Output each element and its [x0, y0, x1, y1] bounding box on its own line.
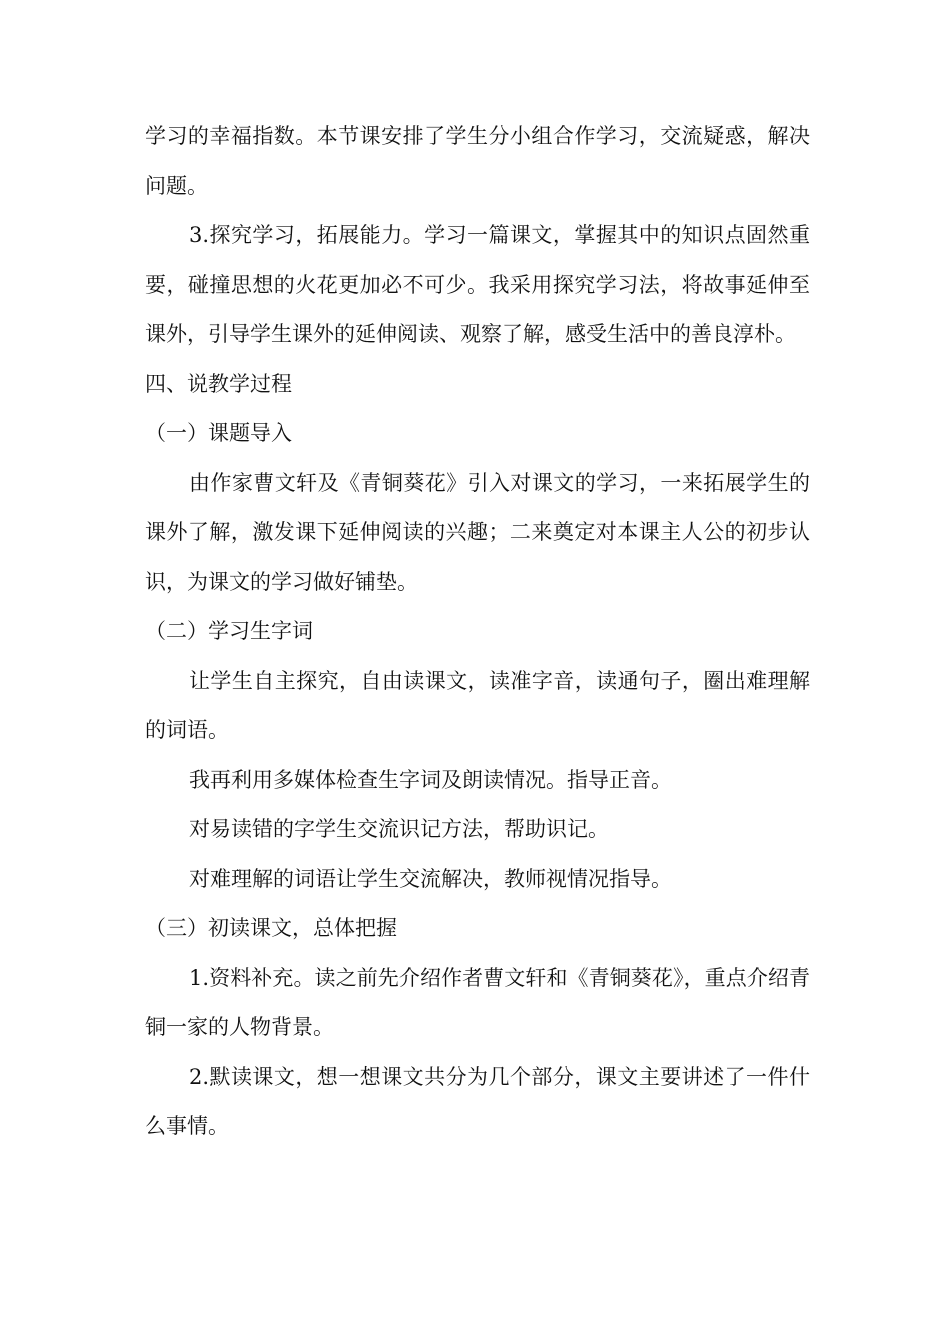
paragraph-difficult-words: 对难理解的词语让学生交流解决，教师视情况指导。 — [189, 866, 672, 891]
subheading-vocabulary: （二）学习生字词 — [145, 619, 313, 643]
document-body — [145, 112, 810, 1152]
paragraph-multimedia-check: 我再利用多媒体检查生字词及朗读情况。指导正音。 — [189, 767, 672, 792]
paragraph-background-info: 1.资料补充。读之前先介绍作者曹文轩和《青铜葵花》，重点介绍青铜一家的人物背景。 — [145, 965, 810, 1039]
subheading-first-reading: （三）初读课文，总体把握 — [145, 916, 397, 940]
paragraph-silent-reading: 2.默读课文，想一想课文共分为几个部分，课文主要讲述了一件什么事情。 — [145, 1064, 810, 1138]
subheading-lesson-intro: （一）课题导入 — [145, 421, 292, 445]
paragraph-self-study: 让学生自主探究，自由读课文，读准字音，读通句子，圈出难理解的词语。 — [145, 668, 810, 742]
section-heading-teaching-process: 四、说教学过程 — [145, 371, 292, 396]
paragraph-lesson-intro: 由作家曹文轩及《青铜葵花》引入对课文的学习，一来拓展学生的课外了解，激发课下延伸阅读的兴趣；二来奠定对本课主人公的初步认识，为课文的学习做好铺垫。 — [145, 470, 810, 594]
paragraph-continued: 学习的幸福指数。本节课安排了学生分小组合作学习，交流疑惑，解决问题。 — [145, 124, 810, 198]
paragraph-memorize-method: 对易读错的字学生交流识记方法，帮助识记。 — [189, 817, 609, 841]
paragraph-inquiry-learning: 3.探究学习，拓展能力。学习一篇课文，掌握其中的知识点固然重要，碰撞思想的火花更加必不可少。我采用探究学习法，将故事延伸至课外，引导学生课外的延伸阅读、观察了解，感受生活中的善良淳朴。 — [145, 223, 810, 346]
